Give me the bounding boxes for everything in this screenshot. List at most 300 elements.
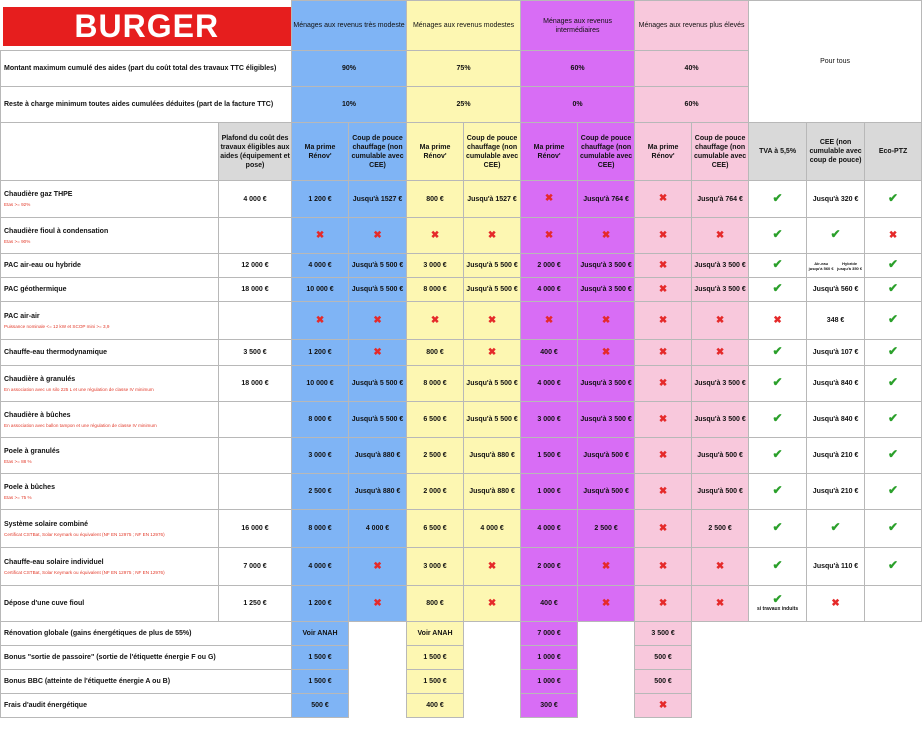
- check-icon: ✔: [772, 257, 783, 271]
- empty-cell: [578, 646, 635, 670]
- cross-icon: ✖: [544, 193, 554, 204]
- cross-icon: ✖: [601, 597, 611, 609]
- summary-label: Reste à charge minimum toutes aides cumulées déduites (part de la facture TTC): [1, 87, 292, 123]
- cross-icon: ✖: [658, 413, 668, 425]
- aid-cell: 800 €: [407, 586, 464, 622]
- cee-cell: Jusqu'à 840 €: [807, 402, 865, 438]
- cross-icon: ✖: [487, 229, 497, 241]
- aid-cell: [635, 340, 692, 366]
- table-row: [1, 181, 922, 218]
- cross-icon: ✖: [658, 259, 668, 271]
- aid-cell: 800 €: [407, 340, 464, 366]
- bonus-value: 1 000 €: [521, 646, 578, 670]
- empty-cell: [578, 622, 635, 646]
- summary-value: 10%: [292, 87, 407, 123]
- equipment-label: [1, 510, 219, 548]
- aid-cell: Jusqu'à 5 500 €: [349, 254, 407, 278]
- aid-cell: [578, 340, 635, 366]
- check-icon: ✔: [888, 190, 899, 205]
- tva-cell: [749, 548, 807, 586]
- bonus-label: Bonus BBC (atteinte de l'étiquette énergie A ou B): [1, 670, 292, 694]
- summary-value: 60%: [521, 51, 635, 87]
- plafond-cell: [219, 438, 292, 474]
- cross-icon: ✖: [601, 229, 611, 241]
- tva-cell: [749, 402, 807, 438]
- aid-cell: 2 000 €: [521, 548, 578, 586]
- header-eleves: Ménages aux revenus plus élevés: [635, 1, 749, 51]
- cross-icon: ✖: [658, 193, 668, 204]
- aid-cell: [349, 548, 407, 586]
- check-icon: ✔: [830, 227, 841, 241]
- empty-cell: [578, 694, 635, 718]
- cee-small-text: Hybride jusqu'à 350 €: [837, 260, 863, 271]
- aid-cell: 2 500 €: [407, 438, 464, 474]
- check-icon: ✔: [888, 483, 899, 497]
- aid-cell: 4 000 €: [292, 548, 349, 586]
- check-icon: ✔: [888, 257, 899, 271]
- plafond-cell: 12 000 €: [219, 254, 292, 278]
- cross-icon: ✖: [715, 229, 725, 241]
- aid-cell: Jusqu'à 5 500 €: [464, 254, 521, 278]
- aid-cell: [635, 438, 692, 474]
- aid-cell: [578, 586, 635, 622]
- cee-cell: 348 €: [807, 302, 865, 340]
- aid-cell: [292, 218, 349, 254]
- empty-cell: [692, 646, 749, 670]
- aid-cell: 10 000 €: [292, 366, 349, 402]
- plafond-cell: [219, 218, 292, 254]
- equipment-label: [1, 278, 219, 302]
- aid-cell: [349, 586, 407, 622]
- table-row: [1, 340, 922, 366]
- bonus-value: 3 500 €: [635, 622, 692, 646]
- plafond-cell: [219, 402, 292, 438]
- aid-cell: 4 000 €: [521, 510, 578, 548]
- aid-cell: 1 000 €: [521, 474, 578, 510]
- equipment-condition: Etas >= 75 %: [4, 494, 32, 500]
- equipment-label: [1, 218, 219, 254]
- burger-logo: BURGER: [3, 7, 292, 46]
- aid-cell: [464, 586, 521, 622]
- aid-cell: [464, 340, 521, 366]
- tva-cell: [749, 438, 807, 474]
- tva-note: si travaux induits: [757, 606, 799, 612]
- bonus-label: Rénovation globale (gains énergétiques de plus de 55%): [1, 622, 292, 646]
- subheader-mpr: Ma prime Rénov': [521, 123, 578, 181]
- cee-cell: Jusqu'à 107 €: [807, 340, 865, 366]
- ecoptz-cell: [865, 218, 922, 254]
- aid-cell: 8 000 €: [292, 402, 349, 438]
- aid-cell: Jusqu'à 3 500 €: [578, 278, 635, 302]
- cross-icon: ✖: [773, 314, 782, 326]
- aid-cell: [692, 548, 749, 586]
- tva-cell: [749, 218, 807, 254]
- summary-value: 25%: [407, 87, 521, 123]
- aid-cell: [692, 340, 749, 366]
- tva-cell: [749, 340, 807, 366]
- check-icon: ✔: [888, 344, 899, 358]
- aid-cell: [635, 510, 692, 548]
- aid-cell: 3 000 €: [521, 402, 578, 438]
- cross-icon: ✖: [430, 314, 440, 326]
- equipment-name: PAC géothermique: [4, 286, 67, 293]
- check-icon: ✔: [772, 558, 783, 572]
- cross-icon: ✖: [658, 699, 668, 711]
- cross-icon: ✖: [487, 346, 497, 358]
- equipment-name: Poele à bûches: [4, 483, 55, 491]
- aid-cell: [349, 302, 407, 340]
- equipment-label: [1, 340, 219, 366]
- ecoptz-cell: [865, 254, 922, 278]
- equipment-condition: Certificat CSTBat, Solar Keymark ou équivalent (NF EN 12975 ; NF EN 12976): [4, 531, 165, 537]
- tva-cell: [749, 181, 807, 218]
- ecoptz-cell: [865, 366, 922, 402]
- cross-icon: ✖: [487, 597, 497, 609]
- check-icon: ✔: [772, 483, 783, 497]
- aid-cell: Jusqu'à 3 500 €: [578, 402, 635, 438]
- empty-cell: [692, 670, 749, 694]
- aid-cell: Jusqu'à 764 €: [578, 181, 635, 218]
- bonus-value: [635, 694, 692, 718]
- empty-cell: [692, 694, 749, 718]
- equipment-name: Chaudière gaz THPE: [4, 191, 73, 198]
- summary-value: 75%: [407, 51, 521, 87]
- cee-split: [808, 261, 863, 271]
- bonus-row: [1, 670, 922, 694]
- check-icon: ✔: [888, 447, 899, 461]
- summary-value: 60%: [635, 87, 749, 123]
- empty-cell: [464, 694, 521, 718]
- aid-cell: 2 000 €: [521, 254, 578, 278]
- aid-cell: Jusqu'à 764 €: [692, 181, 749, 218]
- aid-cell: Jusqu'à 5 500 €: [464, 366, 521, 402]
- cross-icon: ✖: [831, 597, 840, 609]
- equipment-name: Chauffe-eau solaire individuel: [4, 558, 104, 566]
- equipment-condition: En association avec ballon tampon et une régulation de classe IV minimum: [4, 422, 157, 428]
- cross-icon: ✖: [373, 560, 382, 572]
- check-icon: ✔: [830, 520, 841, 534]
- table-row: [1, 218, 922, 254]
- summary-value: 40%: [635, 51, 749, 87]
- empty-cell: [349, 646, 407, 670]
- aid-cell: Jusqu'à 5 500 €: [349, 402, 407, 438]
- cee-cell: Jusqu'à 210 €: [807, 438, 865, 474]
- cee-small-text: Air-eau jusqu'à 560 €: [808, 260, 834, 271]
- aid-cell: [464, 548, 521, 586]
- cee-cell: [807, 218, 865, 254]
- ecoptz-cell: [865, 510, 922, 548]
- equipment-label: [1, 586, 219, 622]
- empty-cell: [749, 622, 922, 646]
- aid-cell: 8 000 €: [292, 510, 349, 548]
- subheader-cdp: Coup de pouce chauffage (non cumulable avec CEE): [578, 123, 635, 181]
- cross-icon: ✖: [715, 597, 725, 609]
- aid-cell: 1 200 €: [292, 340, 349, 366]
- equipment-label: [1, 402, 219, 438]
- aid-cell: 4 000 €: [292, 254, 349, 278]
- empty-cell: [349, 670, 407, 694]
- aid-cell: 800 €: [407, 181, 464, 218]
- aid-cell: [692, 586, 749, 622]
- equipment-condition: Etas >= 88 %: [4, 458, 32, 464]
- equipment-name: Système solaire combiné: [4, 520, 89, 528]
- empty-cell: [578, 670, 635, 694]
- table-row: [1, 586, 922, 622]
- equipment-name: Poele à granulés: [4, 447, 60, 455]
- cee-cell: [807, 586, 865, 622]
- empty-cell: [749, 694, 922, 718]
- aid-cell: 8 000 €: [407, 278, 464, 302]
- aid-cell: 10 000 €: [292, 278, 349, 302]
- cross-icon: ✖: [544, 314, 554, 326]
- summary-value: 0%: [521, 87, 635, 123]
- cross-icon: ✖: [888, 229, 898, 241]
- cross-icon: ✖: [487, 560, 497, 572]
- table-row: [1, 254, 922, 278]
- aid-cell: [635, 402, 692, 438]
- empty-corner: [1, 123, 219, 181]
- cross-icon: ✖: [658, 485, 668, 497]
- aid-cell: [578, 218, 635, 254]
- aid-cell: [635, 181, 692, 218]
- equipment-label: [1, 181, 219, 218]
- check-icon: ✔: [772, 592, 783, 606]
- aid-cell: 2 500 €: [692, 510, 749, 548]
- aid-cell: [635, 278, 692, 302]
- tva-cell: [749, 278, 807, 302]
- plafond-cell: 7 000 €: [219, 548, 292, 586]
- equipment-name: Chaudière à bûches: [4, 411, 71, 419]
- aid-cell: 2 000 €: [407, 474, 464, 510]
- check-icon: ✔: [888, 312, 899, 326]
- cee-cell: Jusqu'à 840 €: [807, 366, 865, 402]
- aid-cell: 2 500 €: [578, 510, 635, 548]
- subheader-ecoptz: Eco-PTZ: [865, 123, 922, 181]
- equipment-label: [1, 254, 219, 278]
- equipment-name: Chaudière à granulés: [4, 375, 76, 383]
- plafond-cell: 18 000 €: [219, 278, 292, 302]
- cross-icon: ✖: [373, 346, 382, 358]
- cross-icon: ✖: [658, 377, 668, 389]
- aid-cell: 4 000 €: [464, 510, 521, 548]
- equipment-label: [1, 474, 219, 510]
- aid-cell: [635, 474, 692, 510]
- logo-cell: [1, 1, 292, 51]
- cee-cell: Jusqu'à 560 €: [807, 278, 865, 302]
- check-icon: ✔: [772, 375, 783, 389]
- empty-cell: [464, 622, 521, 646]
- bonus-value: 1 000 €: [521, 670, 578, 694]
- ecoptz-cell: [865, 278, 922, 302]
- aid-cell: [692, 218, 749, 254]
- aid-cell: Jusqu'à 500 €: [578, 438, 635, 474]
- aid-cell: Jusqu'à 5 500 €: [464, 402, 521, 438]
- aid-cell: [635, 548, 692, 586]
- cross-icon: ✖: [658, 449, 668, 461]
- subheader-cdp: Coup de pouce chauffage (non cumulable avec CEE): [692, 123, 749, 181]
- aid-cell: Jusqu'à 880 €: [349, 438, 407, 474]
- subheader-mpr: Ma prime Rénov': [407, 123, 464, 181]
- subheader-cee: CEE (non cumulable avec coup de pouce): [807, 123, 865, 181]
- cross-icon: ✖: [373, 229, 382, 241]
- ecoptz-cell: [865, 340, 922, 366]
- check-icon: ✔: [772, 227, 783, 241]
- equipment-condition: Etas >= 90%: [4, 238, 31, 244]
- ecoptz-cell: [865, 438, 922, 474]
- aid-cell: [635, 302, 692, 340]
- header-modestes: Ménages aux revenus modestes: [407, 1, 521, 51]
- aid-cell: 3 000 €: [407, 254, 464, 278]
- plafond-cell: 16 000 €: [219, 510, 292, 548]
- bonus-row: [1, 694, 922, 718]
- tva-cell: [749, 254, 807, 278]
- aid-cell: [635, 218, 692, 254]
- aid-cell: Jusqu'à 500 €: [692, 438, 749, 474]
- plafond-cell: 18 000 €: [219, 366, 292, 402]
- bonus-value: 500 €: [635, 646, 692, 670]
- aid-cell: [521, 302, 578, 340]
- aid-cell: [692, 302, 749, 340]
- bonus-value: 1 500 €: [292, 670, 349, 694]
- tva-cell: [749, 510, 807, 548]
- subheader-cdp: Coup de pouce chauffage (non cumulable avec CEE): [464, 123, 521, 181]
- ecoptz-cell: [865, 586, 922, 622]
- equipment-condition: Puissance nominale <= 12 kW et SCOP mini >= 3,9: [4, 323, 110, 329]
- aid-cell: 6 500 €: [407, 402, 464, 438]
- aid-cell: Jusqu'à 880 €: [464, 438, 521, 474]
- cross-icon: ✖: [658, 346, 668, 358]
- tva-cell: [749, 586, 807, 622]
- cross-icon: ✖: [601, 314, 611, 326]
- empty-cell: [749, 646, 922, 670]
- bonus-value: 1 500 €: [407, 670, 464, 694]
- empty-cell: [464, 670, 521, 694]
- cross-icon: ✖: [658, 229, 668, 241]
- bonus-value: 500 €: [635, 670, 692, 694]
- aid-cell: [521, 218, 578, 254]
- summary-label: Montant maximum cumulé des aides (part du coût total des travaux TTC éligibles): [1, 51, 292, 87]
- check-icon: ✔: [772, 344, 783, 358]
- subheader-cdp: Coup de pouce chauffage (non cumulable avec CEE): [349, 123, 407, 181]
- aid-cell: 6 500 €: [407, 510, 464, 548]
- cross-icon: ✖: [715, 560, 725, 572]
- bonus-value: Voir ANAH: [292, 622, 349, 646]
- empty-cell: [349, 694, 407, 718]
- aid-cell: [292, 302, 349, 340]
- check-icon: ✔: [888, 558, 899, 572]
- aid-cell: Jusqu'à 880 €: [349, 474, 407, 510]
- table-row: [1, 548, 922, 586]
- tva-cell: [749, 302, 807, 340]
- equipment-label: [1, 366, 219, 402]
- check-icon: ✔: [772, 190, 783, 205]
- aid-cell: [464, 302, 521, 340]
- bonus-value: 400 €: [407, 694, 464, 718]
- check-icon: ✔: [888, 411, 899, 425]
- aid-cell: Jusqu'à 3 500 €: [692, 402, 749, 438]
- bonus-label: Bonus "sortie de passoire" (sortie de l'étiquette énergie F ou G): [1, 646, 292, 670]
- summary-value: 90%: [292, 51, 407, 87]
- pour-tous-label: Pour tous: [820, 58, 851, 65]
- cee-cell: Jusqu'à 210 €: [807, 474, 865, 510]
- cross-icon: ✖: [658, 597, 668, 609]
- aid-cell: 1 200 €: [292, 181, 349, 218]
- table-row: [1, 302, 922, 340]
- cross-icon: ✖: [658, 522, 668, 534]
- equipment-label: [1, 438, 219, 474]
- header-intermediaires: Ménages aux revenus intermédiaires: [521, 1, 635, 51]
- aid-cell: [521, 181, 578, 218]
- subheader-mpr: Ma prime Rénov': [635, 123, 692, 181]
- equipment-condition: En association avec un silo 225 L et une régulation de classe IV minimum: [4, 386, 154, 392]
- plafond-cell: 3 500 €: [219, 340, 292, 366]
- aid-cell: 4 000 €: [349, 510, 407, 548]
- aid-cell: 1 500 €: [521, 438, 578, 474]
- bonus-row: [1, 646, 922, 670]
- check-icon: ✔: [772, 281, 783, 295]
- bonus-value: 1 500 €: [407, 646, 464, 670]
- plafond-cell: [219, 474, 292, 510]
- aid-cell: [464, 218, 521, 254]
- aid-cell: Jusqu'à 3 500 €: [692, 366, 749, 402]
- equipment-label: [1, 548, 219, 586]
- check-icon: ✔: [772, 520, 783, 534]
- aid-cell: Jusqu'à 3 500 €: [692, 254, 749, 278]
- empty-cell: [349, 622, 407, 646]
- bonus-row: [1, 622, 922, 646]
- aid-cell: 400 €: [521, 586, 578, 622]
- aid-cell: [349, 218, 407, 254]
- cross-icon: ✖: [658, 314, 668, 326]
- ecoptz-cell: [865, 402, 922, 438]
- table-row: [1, 366, 922, 402]
- bonus-value: Voir ANAH: [407, 622, 464, 646]
- aid-cell: [578, 302, 635, 340]
- aid-cell: [349, 340, 407, 366]
- aid-cell: 4 000 €: [521, 278, 578, 302]
- empty-cell: [749, 670, 922, 694]
- table-row: [1, 510, 922, 548]
- aid-cell: 1 200 €: [292, 586, 349, 622]
- aid-cell: 400 €: [521, 340, 578, 366]
- equipment-name: Chaudière fioul à condensation: [4, 227, 109, 235]
- aid-cell: 3 000 €: [407, 548, 464, 586]
- ecoptz-cell: [865, 302, 922, 340]
- aid-cell: Jusqu'à 3 500 €: [578, 366, 635, 402]
- bonus-value: 7 000 €: [521, 622, 578, 646]
- cross-icon: ✖: [601, 346, 611, 358]
- cross-icon: ✖: [658, 283, 668, 295]
- cross-icon: ✖: [601, 560, 611, 572]
- aid-cell: [407, 302, 464, 340]
- equipment-name: Chauffe-eau thermodynamique: [4, 349, 108, 356]
- cross-icon: ✖: [373, 314, 382, 326]
- pour-tous-cell: [749, 1, 922, 123]
- check-icon: ✔: [772, 411, 783, 425]
- table-row: [1, 438, 922, 474]
- aid-cell: [407, 218, 464, 254]
- plafond-cell: [219, 302, 292, 340]
- plafond-cell: 1 250 €: [219, 586, 292, 622]
- aid-cell: Jusqu'à 5 500 €: [349, 278, 407, 302]
- aid-cell: Jusqu'à 500 €: [692, 474, 749, 510]
- aid-cell: [635, 586, 692, 622]
- bonus-value: 1 500 €: [292, 646, 349, 670]
- tva-cell: [749, 474, 807, 510]
- aid-cell: 3 000 €: [292, 438, 349, 474]
- cross-icon: ✖: [315, 229, 325, 241]
- aid-cell: Jusqu'à 3 500 €: [692, 278, 749, 302]
